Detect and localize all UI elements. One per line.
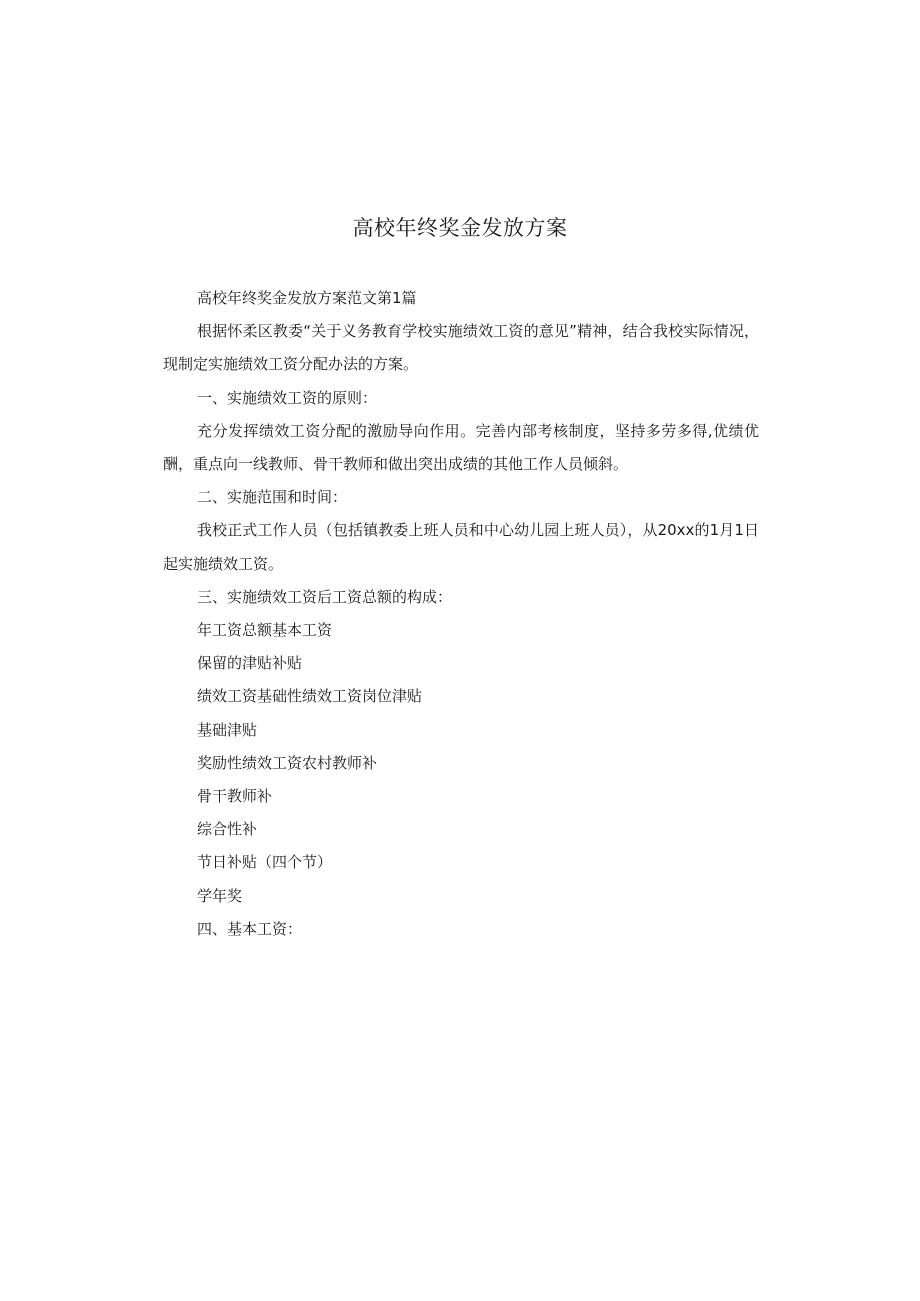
paragraph-principles: 充分发挥绩效工资分配的激励导向作用。完善内部考核制度，坚持多劳多得,优绩优酬，重点向一线教师、骨干教师和做出突出成绩的其他工作人员倾斜。 <box>163 421 759 474</box>
list-item: 保留的津贴补贴 <box>197 654 303 673</box>
list-item: 学年奖 <box>197 886 243 905</box>
heading-composition: 三、实施绩效工资后工资总额的构成： <box>197 587 453 606</box>
list-item: 节日补贴（四个节） <box>197 853 333 872</box>
paragraph-scope-time: 我校正式工作人员（包括镇教委上班人员和中心幼儿园上班人员），从20xx的1月1日起实施绩效工资。 <box>163 521 759 573</box>
document-title: 高校年终奖金发放方案 <box>352 216 568 240</box>
document-body <box>163 282 759 946</box>
list-item: 年工资总额基本工资 <box>197 621 333 640</box>
paragraph-section-heading: 高校年终奖金发放方案范文第1篇 <box>197 289 417 307</box>
heading-principles: 一、实施绩效工资的原则： <box>197 388 378 407</box>
paragraph-intro: 根据怀柔区教委“关于义务教育学校实施绩效工资的意见”精神，结合我校实际情况，现制定实施绩效工资分配办法的方案。 <box>163 322 759 374</box>
list-item: 综合性补 <box>197 820 258 839</box>
list-item: 骨干教师补 <box>197 787 273 806</box>
heading-basic-salary: 四、基本工资： <box>197 919 303 938</box>
list-item: 奖励性绩效工资农村教师补 <box>197 753 378 772</box>
list-item: 绩效工资基础性绩效工资岗位津贴 <box>197 687 423 706</box>
heading-scope-time: 二、实施范围和时间： <box>197 488 348 507</box>
list-item: 基础津贴 <box>197 720 258 739</box>
